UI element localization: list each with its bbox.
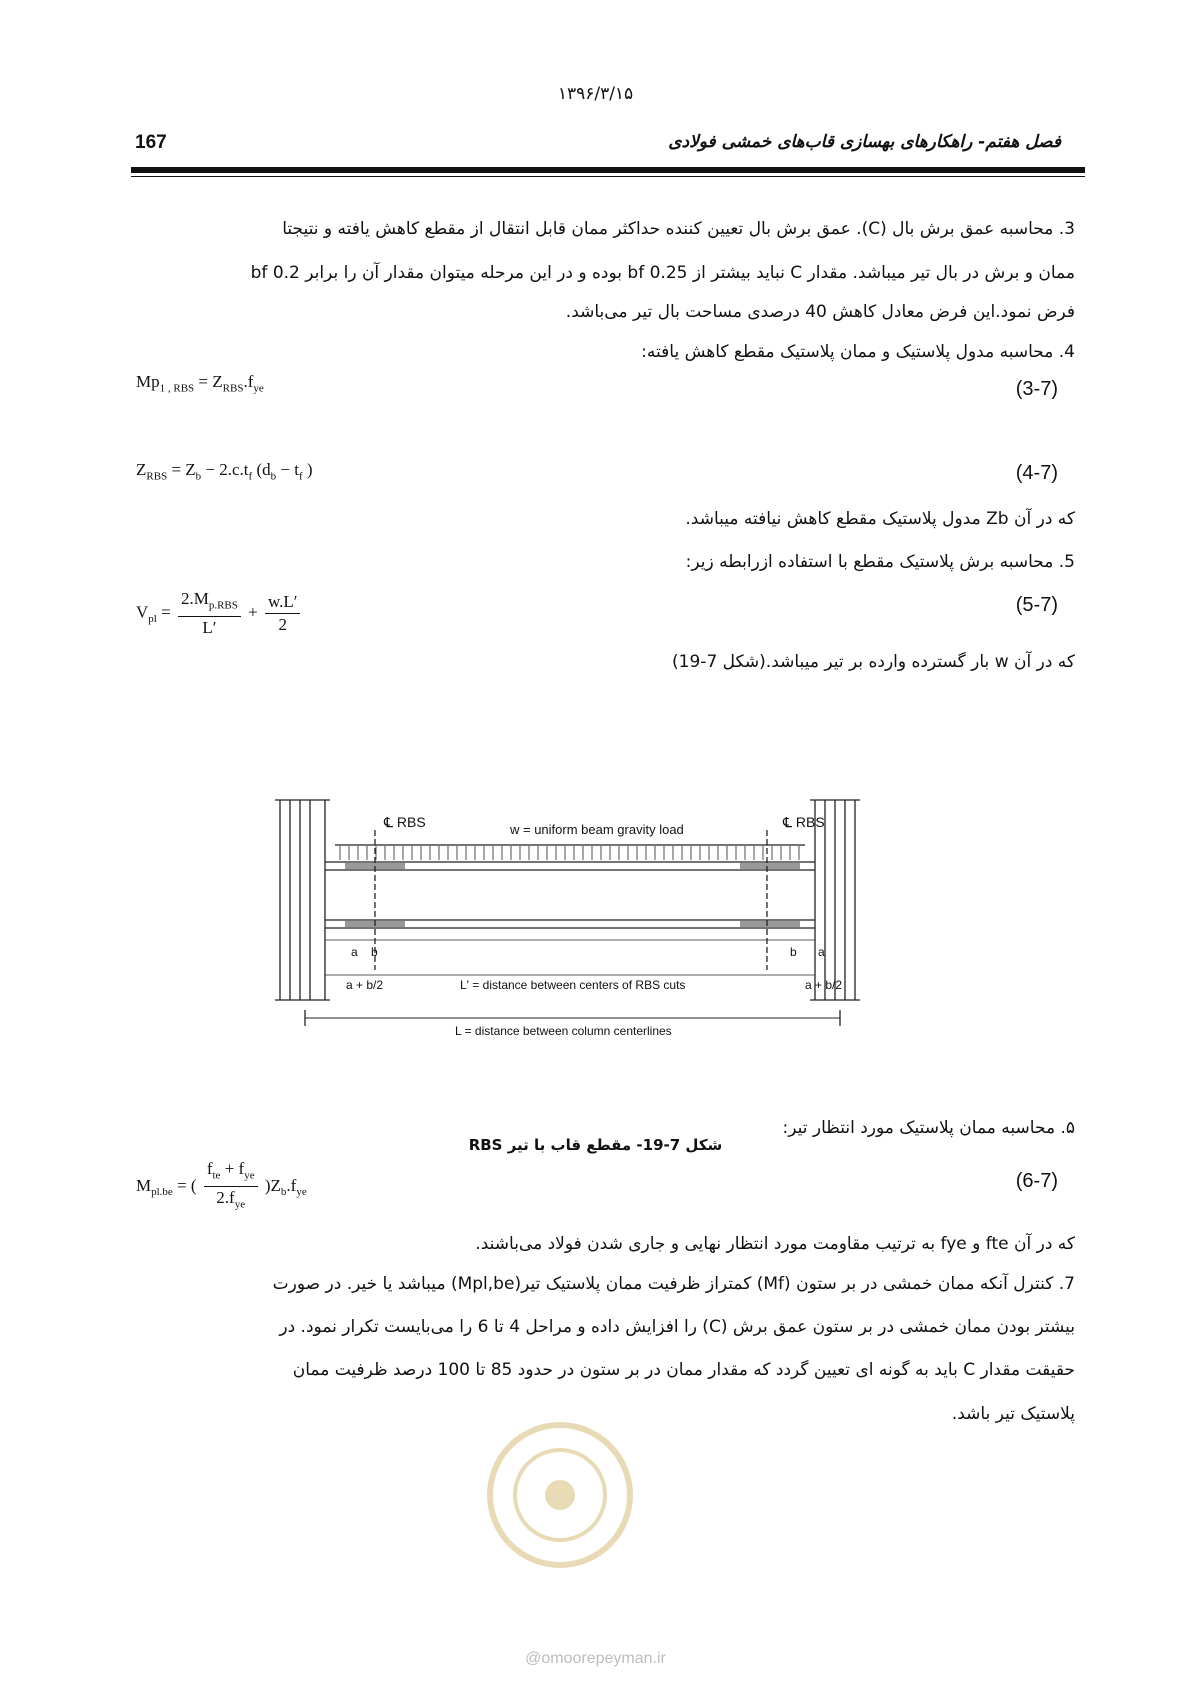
header-rule (131, 167, 1085, 173)
paragraph-3-line-3: فرض نمود.این فرض معادل کاهش 40 درصدی مساحت بال تیر می‌باشد. (565, 302, 1075, 322)
label-ab2-left: a + b/2 (346, 978, 384, 992)
watermark-site: @omoorepeyman.ir (525, 1650, 666, 1667)
figure-caption: شکل 7-19- مقطع قاب با تیر RBS (468, 1136, 723, 1154)
header-rule-thin (131, 176, 1085, 177)
label-b-right: b (790, 945, 797, 959)
equation-number-4-7: (4-7) (1015, 462, 1058, 484)
label-ab2-right: a + b/2 (805, 978, 843, 992)
paragraph-5: 5. محاسبه برش پلاستیک مقطع با استفاده ازرابطه زیر: (685, 552, 1075, 572)
paragraph-3-line-2: ممان و برش در بال تیر میباشد. مقدار C نباید بیشتر از 0.25 bf بوده و در این مرحله میتوان مقدار آن را برابر 0.2 bf (250, 263, 1075, 283)
label-l: L = distance between column centerlines (455, 1024, 672, 1038)
equation-3-7: $Mp_{1 , RBS} = Z_{RBS}.f_{ye}$ (136, 372, 264, 395)
label-cl-rbs-right: ℄ RBS (783, 814, 825, 830)
paragraph-3-line-1: 3. محاسبه عمق برش بال (C). عمق برش بال تعیین کننده حداکثر ممان قابل انتقال از مقطع کاهش یافته و نتیجتا (282, 219, 1075, 239)
page-number: 167 (135, 132, 167, 153)
equation-number-6-7: (6-7) (1015, 1170, 1058, 1192)
chapter-title: فصل هفتم- راهکارهای بهسازی قاب‌های خمشی فولادی (668, 132, 1061, 152)
equation-6-7: $M_{pl.be}$ = ( $\frac{f_{te} + f_{ye}}{2.f_{ye}}$ )$Z_b.f_{ye}$ (136, 1159, 307, 1211)
label-b-left: b (371, 945, 378, 959)
fte-note: که در آن fte و fye به ترتیب مقاومت مورد انتظار نهایی و جاری شدن فولاد می‌باشند. (475, 1234, 1075, 1254)
equation-5-7: $V_{pl}$ = $\frac{2.M_{p.RBS}}{L'}$ + $\frac{w.L'}{2}$ (136, 588, 303, 639)
label-load: w = uniform beam gravity load (510, 822, 684, 837)
label-a-left: a (351, 945, 358, 959)
watermark-seal-icon (470, 1400, 650, 1590)
paragraph-7-line-1: 7. کنترل آنکه ممان خمشی در بر ستون (Mf) کمتراز ظرفیت ممان پلاستیک تیر(Mpl,be) میباشد یا خیر. در صورت (272, 1274, 1075, 1294)
paragraph-7-line-4: پلاستیک تیر باشد. (951, 1404, 1075, 1424)
paragraph-6: ۵. محاسبه ممان پلاستیک مورد انتظار تیر: (782, 1118, 1075, 1138)
paragraph-7-line-2: بیشتر بودن ممان خمشی در بر ستون عمق برش (C) را افزایش داده و مراحل 4 تا 6 را می‌بایست تکرار نمود. در (279, 1317, 1075, 1337)
w-note: که در آن w بار گسترده وارده بر تیر میباشد.(شکل 7-19) (672, 652, 1075, 672)
zb-note: که در آن Zb مدول پلاستیک مقطع کاهش نیافته میباشد. (685, 509, 1075, 529)
label-a-right: a (818, 945, 825, 959)
paragraph-4: 4. محاسبه مدول پلاستیک و ممان پلاستیک مقطع کاهش یافته: (641, 342, 1075, 362)
equation-4-7: $Z_{RBS} = Z_b - 2.c.t_f$ ($d_b - t_f$ ) (136, 460, 313, 483)
equation-number-3-7: (3-7) (1015, 378, 1058, 400)
header-date: ۱۳۹۶/۳/۱۵ (557, 84, 634, 104)
paragraph-7-line-3: حقیقت مقدار C باید به گونه ای تعیین گردد که مقدار ممان در بر ستون در حدود 85 تا 100 درصد ظرفیت ممان (292, 1360, 1075, 1380)
equation-number-5-7: (5-7) (1015, 594, 1058, 616)
label-cl-rbs-left: ℄ RBS (384, 814, 426, 830)
label-lprime: L' = distance between centers of RBS cuts (460, 978, 686, 992)
